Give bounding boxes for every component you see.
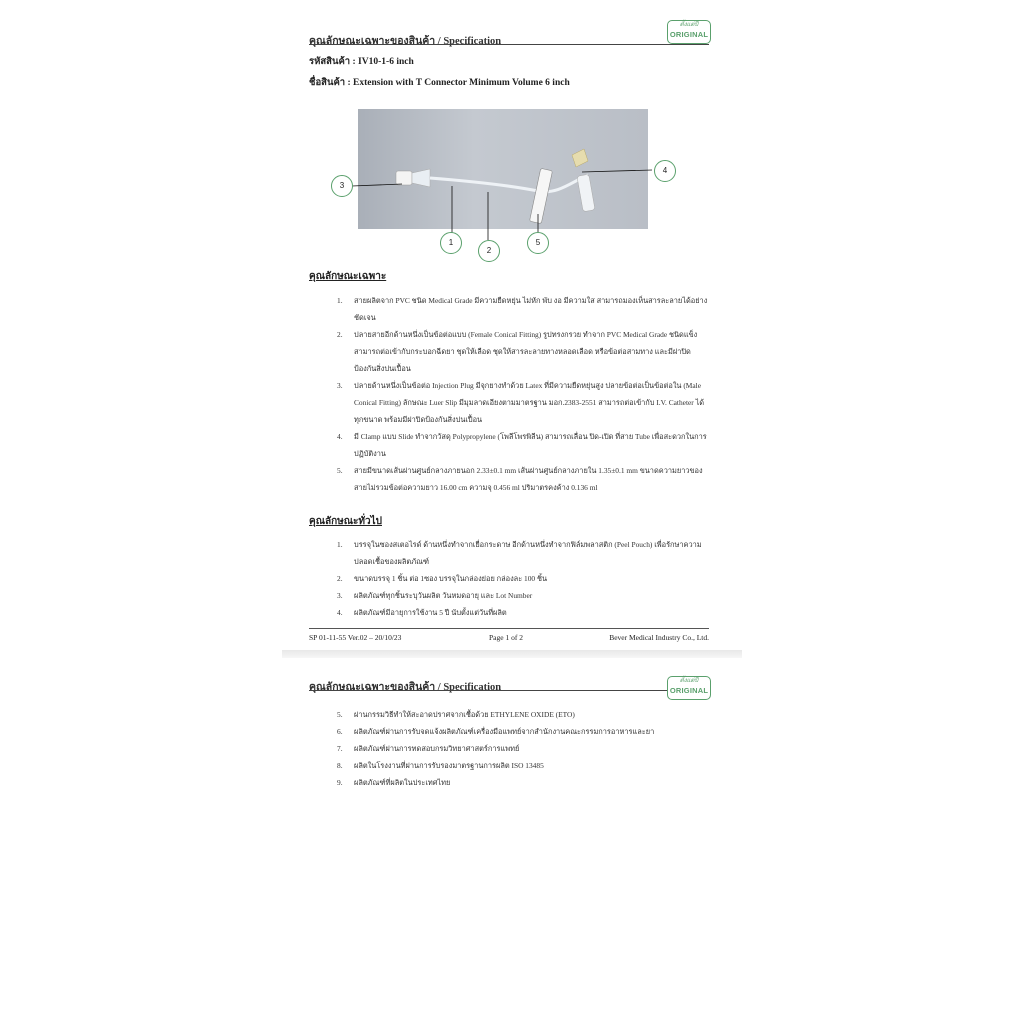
general-heading: คุณลักษณะทั่วไป (309, 516, 382, 527)
footer-doc-code: SP 01-11-55 Ver.02 – 20/10/23 (309, 633, 402, 642)
footer-company: Bever Medical Industry Co., Ltd. (609, 633, 709, 642)
item-text: สายมีขนาดเส้นผ่านศูนย์กลางภายนอก 2.33±0.1 mm เส้นผ่านศูนย์กลางภายใน 1.35±0.1 mm ขนาดความยาวของสายไม่รวมข้อต่อความยาว 16.00 cm ความจุ 0.456 ml ปริมาตรคงค้าง 0.136 ml (354, 466, 703, 492)
item-text: ผลิตในโรงงานที่ผ่านการรับรองมาตรฐานการผลิต ISO 13485 (354, 761, 544, 770)
document-page-1 (282, 14, 742, 650)
item-number: 6. (337, 727, 343, 736)
item-text: มี Clamp แบบ Slide ทำจากวัสดุ Polypropylene (โพลีโพรพิลีน) สามารถเลื่อน ปิด-เปิด ที่สาย Tube เพื่อสะดวกในการปฏิบัติงาน (354, 432, 707, 458)
callout-3: 3 (331, 175, 353, 197)
list-item (337, 723, 712, 740)
callout-2: 2 (478, 240, 500, 262)
item-number: 1. (337, 540, 343, 549)
list-item (337, 377, 712, 428)
item-number: 5. (337, 710, 343, 719)
callout-4: 4 (654, 160, 676, 182)
spec-list (337, 292, 712, 496)
item-text: สายผลิตจาก PVC ชนิด Medical Grade มีความยืดหยุ่น ไม่หัก พับ งอ มีความใส สามารถมองเห็นสารละลายได้อย่างชัดเจน (354, 296, 708, 322)
item-number: 5. (337, 466, 343, 475)
badge-bottom-text: ORIGINAL (669, 30, 709, 39)
page-header (309, 672, 709, 692)
callout-5: 5 (527, 232, 549, 254)
page-title: คุณลักษณะเฉพาะของสินค้า / Specification (309, 36, 502, 47)
item-text: ผลิตภัณฑ์ทุกชิ้นระบุวันผลิต วันหมดอายุ และ Lot Number (354, 591, 533, 600)
item-number: 4. (337, 432, 343, 441)
item-number: 1. (337, 296, 343, 305)
item-text: ขนาดบรรจุ 1 ชิ้น ต่อ 1ซอง บรรจุในกล่องย่อย กล่องละ 100 ชิ้น (354, 574, 548, 583)
item-number: 9. (337, 778, 343, 787)
callout-1: 1 (440, 232, 462, 254)
list-item (337, 326, 712, 377)
original-badge-logo (667, 676, 711, 700)
list-item (337, 587, 712, 604)
list-item (337, 740, 712, 757)
header-rule (309, 44, 709, 45)
list-item (337, 428, 712, 462)
spec-heading: คุณลักษณะเฉพาะ (309, 271, 387, 282)
item-number: 2. (337, 330, 343, 339)
badge-top-text: ตั้งแต่ปี (679, 22, 699, 28)
item-text: ปลายสายอีกด้านหนึ่งเป็นข้อต่อแบบ (Female Conical Fitting) รูปทรงกรวย ทำจาก PVC Medical Grade ชนิดแข็ง สามารถต่อเข้ากับกระบอกฉีดยา ชุดให้เลือด ชุดให้สารละลายทางหลอดเลือด หรือข้อต่อสามทาง และมีฝาปิดป้องกันสิ่งปนเปื้อน (354, 330, 698, 373)
item-text: ผลิตภัณฑ์มีอายุการใช้งาน 5 ปี นับตั้งแต่วันที่ผลิต (354, 608, 507, 617)
item-number: 4. (337, 608, 343, 617)
item-number: 3. (337, 381, 343, 390)
product-code: รหัสสินค้า : IV10-1-6 inch (309, 57, 414, 67)
list-item (337, 757, 712, 774)
list-item (337, 536, 712, 570)
product-photo (358, 109, 648, 229)
badge-bottom-text: ORIGINAL (669, 686, 709, 695)
header-rule (309, 690, 709, 691)
page-footer (309, 628, 709, 642)
item-text: ผลิตภัณฑ์ผ่านการทดสอบกรมวิทยาศาสตร์การแพทย์ (354, 744, 520, 753)
list-item (337, 292, 712, 326)
item-text: ผลิตภัณฑ์ผ่านการรับจดแจ้งผลิตภัณฑ์เครื่องมือแพทย์จากสำนักงานคณะกรรมการอาหารและยา (354, 727, 655, 736)
list-item (337, 706, 712, 723)
item-number: 3. (337, 591, 343, 600)
general-list (337, 536, 712, 621)
list-item (337, 604, 712, 621)
general-list-continued (337, 706, 712, 791)
item-text: ผลิตภัณฑ์ที่ผลิตในประเทศไทย (354, 778, 451, 787)
page-separator (282, 650, 742, 658)
page-header (309, 26, 709, 46)
list-item (337, 774, 712, 791)
item-number: 8. (337, 761, 343, 770)
product-illustration (358, 109, 648, 229)
page-title: คุณลักษณะเฉพาะของสินค้า / Specification (309, 682, 502, 693)
original-badge-logo (667, 20, 711, 44)
document-page-2 (282, 660, 742, 1024)
list-item (337, 570, 712, 587)
item-number: 7. (337, 744, 343, 753)
list-item (337, 462, 712, 496)
item-number: 2. (337, 574, 343, 583)
item-text: ปลายด้านหนึ่งเป็นข้อต่อ Injection Plug มีจุกยางทำด้วย Latex ที่มีความยืดหยุ่นสูง ปลายข้อต่อเป็นข้อต่อใน (Male Conical Fitting) ลักษณะ Luer Slip มีมุมลาดเอียงตามมาตรฐาน มอก.2383-2551 สามารถต่อเข้ากับ I.V. Catheter ได้ทุกขนาด พร้อมมีฝาปิดป้องกันสิ่งปนเปื้อน (354, 381, 705, 424)
item-text: ผ่านกรรมวิธีทำให้สะอาดปราศจากเชื้อด้วย ETHYLENE OXIDE (ETO) (354, 710, 575, 719)
item-text: บรรจุในซองสเตอไรด์ ด้านหนึ่งทำจากเยื่อกระดาษ อีกด้านหนึ่งทำจากฟิล์มพลาสติก (Peel Pouch) เพื่อรักษาความปลอดเชื้อของผลิตภัณฑ์ (354, 540, 702, 566)
product-name: ชื่อสินค้า : Extension with T Connector Minimum Volume 6 inch (309, 78, 570, 88)
badge-top-text: ตั้งแต่ปี (679, 678, 699, 684)
footer-page-number: Page 1 of 2 (489, 633, 523, 642)
